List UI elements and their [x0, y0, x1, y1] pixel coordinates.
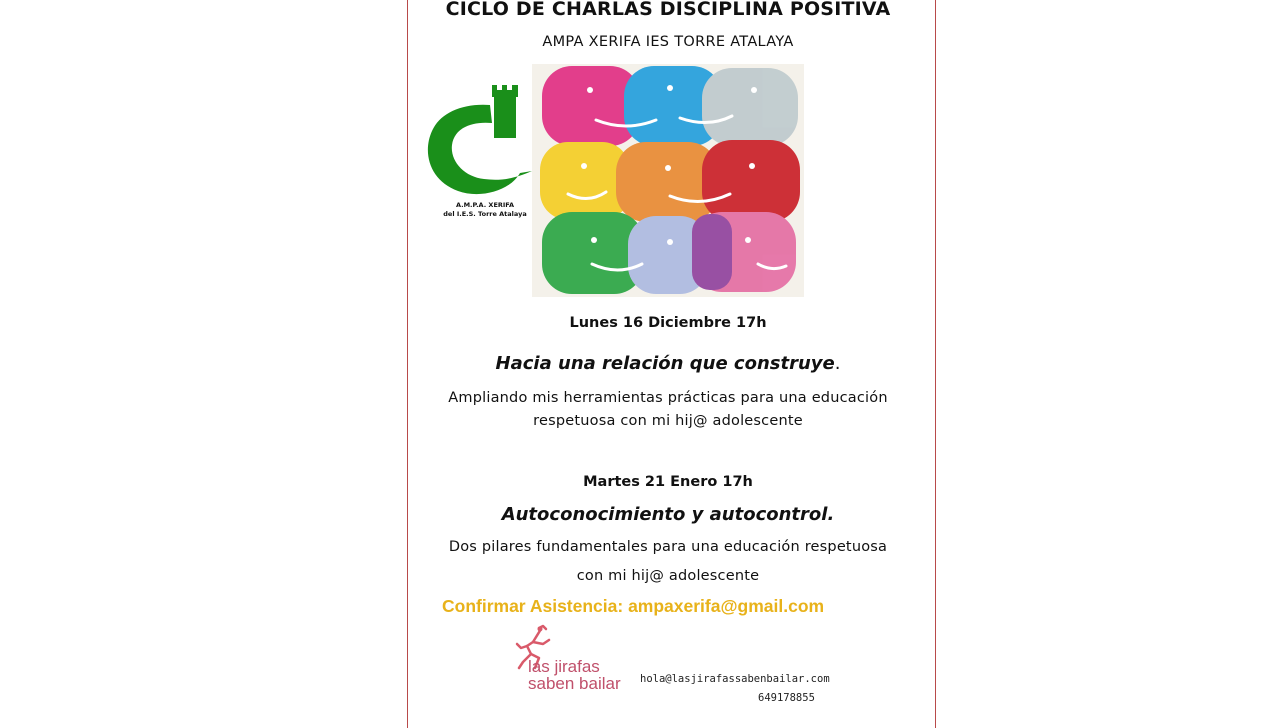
talk-2-description-line-1: Dos pilares fundamentales para una educación respetuosa — [448, 539, 888, 555]
logo-line-2: del I.E.S. Torre Atalaya — [443, 210, 527, 218]
poster-subtitle: AMPA XERIFA IES TORRE ATALAYA — [542, 34, 794, 50]
confirm-attendance-email[interactable]: Confirmar Asistencia: ampaxerifa@gmail.com — [442, 596, 825, 616]
talk-1-title — [408, 353, 928, 374]
footer-phone: 649178855 — [758, 692, 815, 704]
faces-illustration — [532, 64, 804, 297]
poster — [407, 0, 936, 728]
talk-1-description-line-1: Ampliando mis herramientas prácticas para una educación — [448, 390, 888, 406]
smiling-faces-grid-image — [532, 64, 804, 297]
ampa-logo — [420, 83, 540, 228]
logo-line-1: A.M.P.A. XERIFA — [455, 201, 515, 209]
tower-c-logo-icon — [420, 83, 540, 201]
brand-line-1: las jirafas — [528, 657, 600, 676]
talk-1-description-line-2: respetuosa con mi hij@ adolescente — [533, 413, 803, 429]
talk-2-title: Autoconocimiento y autocontrol. — [501, 504, 835, 525]
talk-1-title-text: Hacia una relación que construye — [495, 353, 835, 374]
talk-2-description-line-2: con mi hij@ adolescente — [576, 568, 760, 584]
talk-2-date: Martes 21 Enero 17h — [583, 474, 753, 490]
poster-title: CICLO DE CHARLAS DISCIPLINA POSITIVA — [445, 0, 891, 20]
talk-1-title-suffix: . — [834, 353, 841, 374]
brand-line-2: saben bailar — [528, 674, 621, 693]
footer-email[interactable]: hola@lasjirafassabenbailar.com — [640, 673, 830, 685]
talk-1-date: Lunes 16 Diciembre 17h — [569, 315, 767, 331]
